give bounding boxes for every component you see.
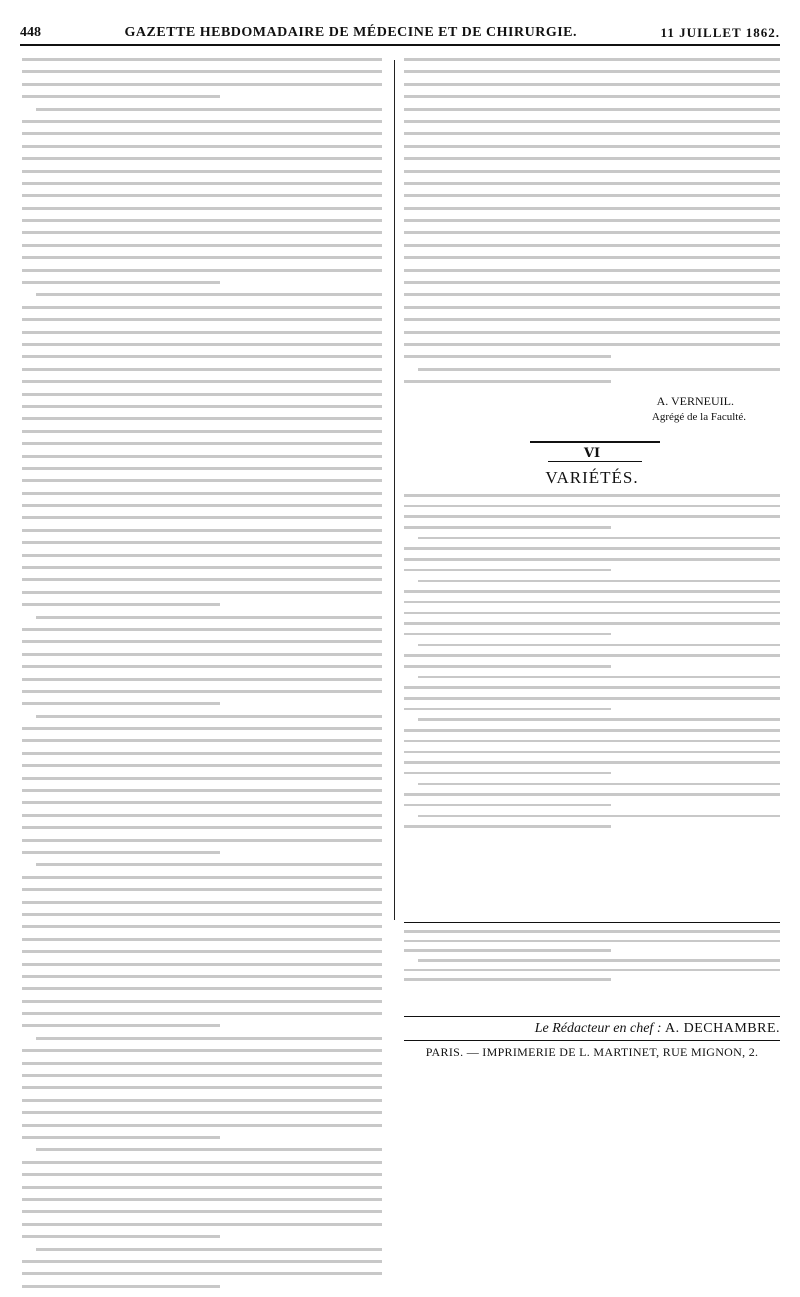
text-line [22,690,382,693]
text-line [22,244,382,247]
section-number: VI [583,446,601,461]
text-line [404,622,780,625]
text-line [22,1186,382,1189]
text-line [404,269,780,272]
text-line [418,676,780,679]
text-line [22,83,382,86]
text-line [22,901,382,904]
text-line [22,170,382,173]
text-line [418,368,780,371]
section-title: VARIÉTÉS. [545,468,639,487]
text-line [22,665,382,668]
text-line [22,913,382,916]
text-line [404,761,780,764]
text-line [404,729,780,732]
text-line [404,978,611,981]
text-line [22,145,382,148]
text-line [22,1062,382,1065]
text-line [404,601,780,604]
text-line [22,678,382,681]
text-line [22,814,382,817]
text-line [22,58,382,61]
issue-date: 11 JUILLET 1862. [660,25,780,40]
text-line [22,417,382,420]
text-line [22,492,382,495]
author-name: A. VERNEUIL. [656,394,734,408]
text-line [22,1000,382,1003]
text-line [22,764,382,767]
text-line [404,108,780,111]
text-line [22,231,382,234]
text-line [404,633,611,636]
text-line [36,108,382,111]
text-line [418,815,780,818]
section-rule-top [530,441,660,443]
text-line [404,558,780,561]
text-line [22,516,382,519]
text-line [36,1148,382,1151]
text-line [404,120,780,123]
text-line [404,281,780,284]
imprint-rule [404,1040,780,1041]
text-line [22,529,382,532]
text-line [22,1272,382,1275]
text-line [22,269,382,272]
text-line [404,132,780,135]
text-line [22,603,220,606]
text-line [36,1037,382,1040]
text-line [22,1099,382,1102]
text-line [404,145,780,148]
text-line [404,590,780,593]
text-line [36,616,382,619]
text-line [404,654,780,657]
text-line [404,170,780,173]
text-line [404,219,780,222]
text-line [22,256,382,259]
text-line [418,783,780,786]
text-line [418,644,780,647]
text-line [36,715,382,718]
text-line [404,331,780,334]
text-line [22,938,382,941]
text-line [22,628,382,631]
text-line [22,1161,382,1164]
text-line [22,1210,382,1213]
section-rule-bottom [548,461,642,462]
text-line [404,380,611,383]
text-line [404,686,780,689]
text-line [22,70,382,73]
text-line [22,1235,220,1238]
text-line [22,1124,382,1127]
text-line [22,306,382,309]
text-line [404,547,780,550]
text-line [404,515,780,518]
left-column-text [22,58,382,1297]
text-line [22,355,382,358]
text-line [22,925,382,928]
editor-label: Le Rédacteur en chef : [534,1021,662,1036]
text-line [22,219,382,222]
text-line [22,963,382,966]
text-line [404,949,611,952]
text-line [22,640,382,643]
text-line [22,194,382,197]
text-line [404,526,611,529]
text-line [22,566,382,569]
text-line [404,772,611,775]
editor-name: A. DECHAMBRE. [664,1021,780,1036]
author-role: Agrégé de la Faculté. [651,411,746,423]
text-line [404,244,780,247]
text-line [22,839,382,842]
text-line [22,405,382,408]
text-line [404,930,780,933]
text-line [36,863,382,866]
text-line [404,569,611,572]
text-line [22,789,382,792]
text-line [404,505,780,508]
text-line [404,194,780,197]
text-line [22,975,382,978]
text-line [22,157,382,160]
text-line [418,959,780,962]
text-line [404,804,611,807]
text-line [404,343,780,346]
text-line [404,697,780,700]
text-line [22,727,382,730]
text-line [404,306,780,309]
text-line [22,132,382,135]
journal-title: GAZETTE HEBDOMADAIRE DE MÉDECINE ET DE CHIRURGIE. [124,25,578,40]
printer-imprint: PARIS. — IMPRIMERIE DE L. MARTINET, RUE MIGNON, 2. [425,1045,759,1059]
text-line [404,825,611,828]
text-line [404,293,780,296]
bibliography-rule [404,922,780,923]
text-line [22,578,382,581]
text-line [22,591,382,594]
text-line [22,950,382,953]
text-line [22,554,382,557]
text-line [404,969,780,972]
page-number: 448 [20,25,41,40]
article-signature [404,394,780,423]
text-line [404,612,780,615]
text-line [22,120,382,123]
text-line [22,504,382,507]
text-line [418,718,780,721]
text-line [404,494,780,497]
text-line [22,1285,220,1288]
text-line [404,182,780,185]
column-divider [394,60,395,920]
text-line [404,751,780,754]
text-line [418,580,780,583]
text-line [404,940,780,943]
text-line [22,888,382,891]
text-line [22,1111,382,1114]
text-line [22,876,382,879]
text-line [404,708,611,711]
text-line [404,70,780,73]
text-line [22,455,382,458]
text-line [22,479,382,482]
text-line [22,702,220,705]
editor-line [404,1021,780,1037]
text-line [22,739,382,742]
text-line [22,182,382,185]
text-line [404,207,780,210]
text-line [22,1173,382,1176]
text-line [22,1024,220,1027]
text-line [22,331,382,334]
text-line [404,318,780,321]
text-line [36,293,382,296]
text-line [22,467,382,470]
text-line [22,442,382,445]
text-line [22,777,382,780]
bibliography-text [404,930,780,988]
text-line [22,318,382,321]
page-header [20,22,780,46]
text-line [22,752,382,755]
text-line [404,355,611,358]
text-line [22,987,382,990]
text-line [22,380,382,383]
text-line [22,207,382,210]
text-line [22,1223,382,1226]
text-line [404,58,780,61]
text-line [22,1012,382,1015]
text-line [22,95,220,98]
varietes-text [404,494,780,836]
editor-rule [404,1016,780,1017]
text-line [404,157,780,160]
text-line [404,740,780,743]
text-line [404,231,780,234]
text-line [22,801,382,804]
text-line [22,1260,382,1263]
text-line [22,826,382,829]
text-line [22,430,382,433]
text-line [22,343,382,346]
text-line [22,1049,382,1052]
text-line [36,1248,382,1251]
text-line [22,541,382,544]
text-line [404,256,780,259]
text-line [22,1198,382,1201]
text-line [418,537,780,540]
text-line [22,393,382,396]
text-line [404,95,780,98]
text-line [22,1136,220,1139]
text-line [404,665,611,668]
text-line [22,281,220,284]
right-column-text [404,58,780,393]
text-line [22,851,220,854]
text-line [404,793,780,796]
text-line [22,368,382,371]
text-line [404,83,780,86]
text-line [22,653,382,656]
text-line [22,1074,382,1077]
